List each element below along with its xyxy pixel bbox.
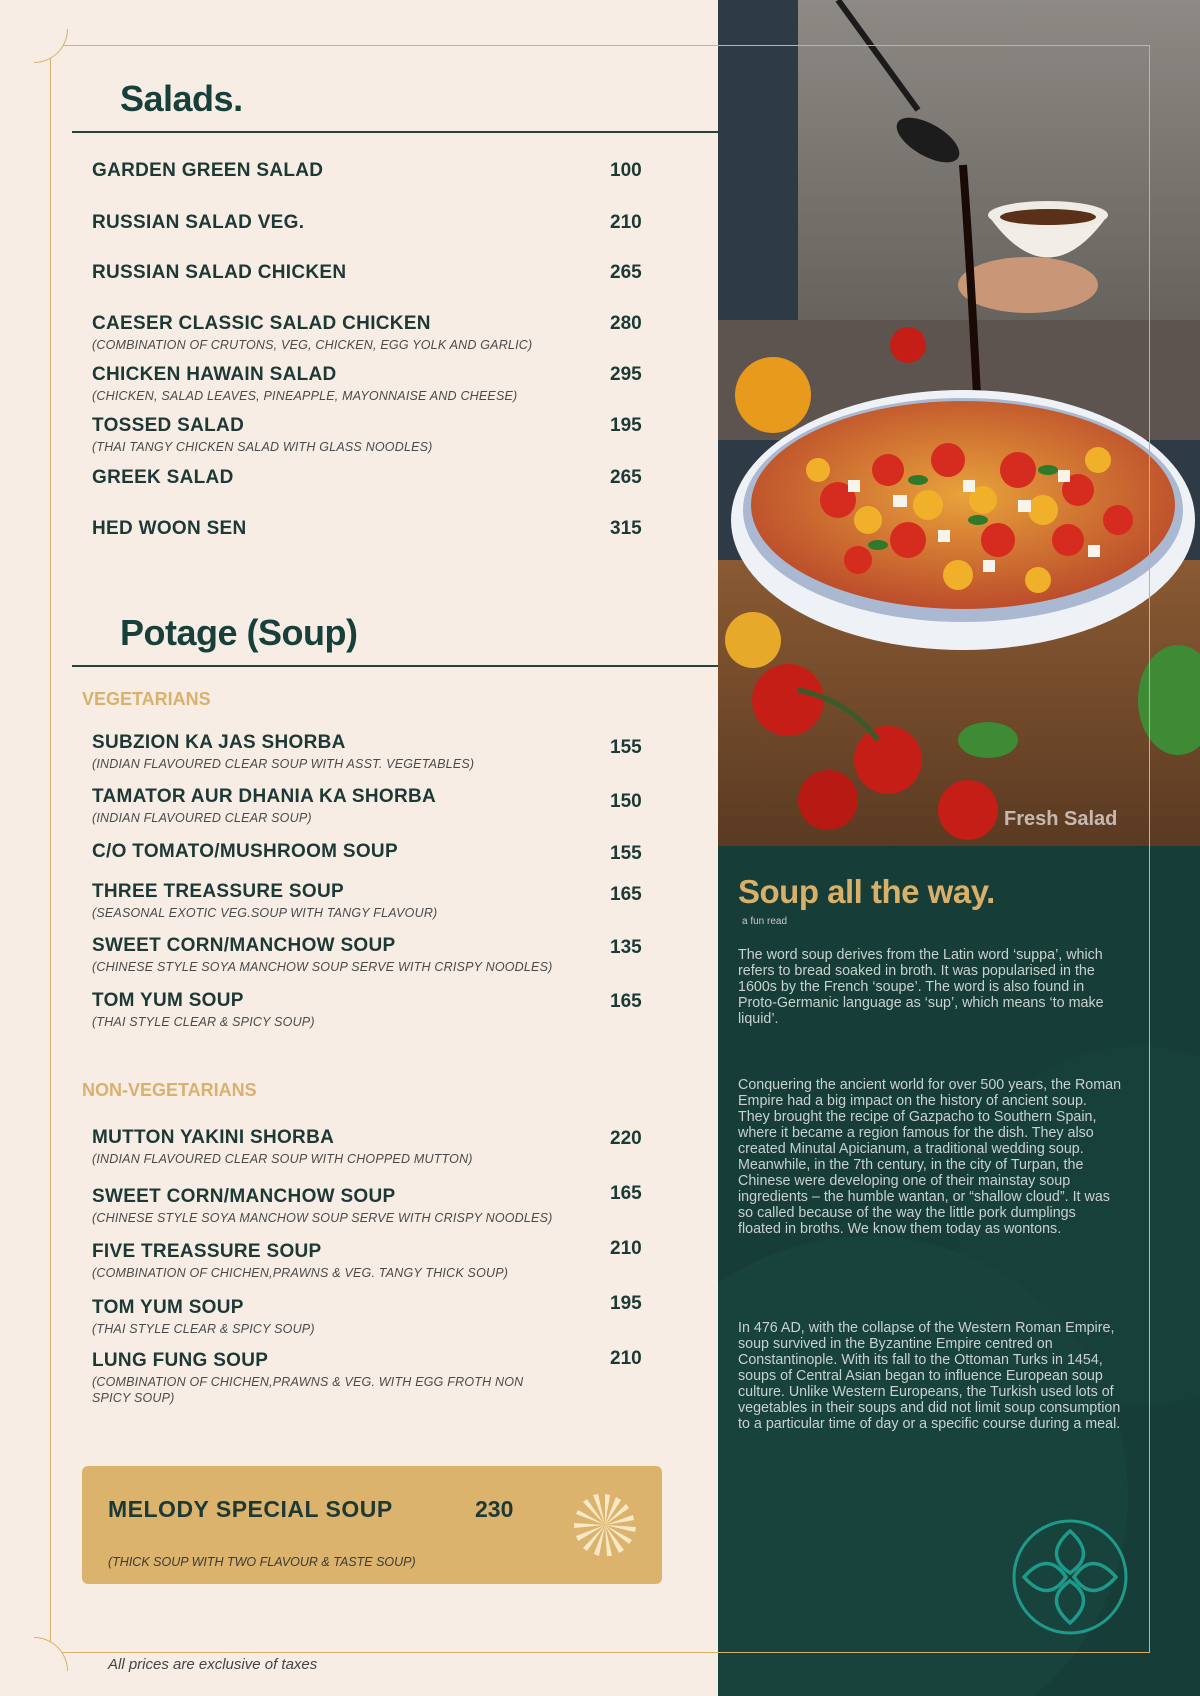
item-price: 265 xyxy=(610,467,642,488)
menu-item: SUBZION KA JAS SHORBA (INDIAN FLAVOURED CLEAR SOUP WITH ASST. VEGETABLES) xyxy=(92,732,475,771)
item-price: 265 xyxy=(610,262,642,283)
article-subtitle: a fun read xyxy=(742,916,788,927)
sunburst-icon xyxy=(572,1492,638,1558)
article-paragraph-3: In 476 AD, with the collapse of the Western Roman Empire, soup survived in the Byzantine Empire centred on Constantinople. With its fall to the Ottoman Turks in 1454, soups of Central Asian began to influence European soup culture. Unlike Western Europeans, the Turkish used lots of vegetables in their soups and did not limit soup consumption to a particular time of day or a specific course during a meal. xyxy=(738,1320,1121,1432)
photo-caption: Fresh Salad xyxy=(1004,808,1118,830)
non-vegetarians-subheading: NON-VEGETARIANS xyxy=(82,1080,257,1100)
menu-item: RUSSIAN SALAD VEG. xyxy=(92,212,305,233)
item-price: 155 xyxy=(610,843,642,864)
menu-item: TAMATOR AUR DHANIA KA SHORBA (INDIAN FLAVOURED CLEAR SOUP) xyxy=(92,786,437,825)
menu-item: SWEET CORN/MANCHOW SOUP (CHINESE STYLE SOYA MANCHOW SOUP SERVE WITH CRISPY NOODLES) xyxy=(92,935,553,974)
menu-item: MUTTON YAKINI SHORBA (INDIAN FLAVOURED CLEAR SOUP WITH CHOPPED MUTTON) xyxy=(92,1127,473,1166)
menu-item: CHICKEN HAWAIN SALAD (CHICKEN, SALAD LEAVES, PINEAPPLE, MAYONNAISE AND CHEESE) xyxy=(92,364,518,403)
soup-divider xyxy=(72,665,718,667)
article-paragraph-2: Conquering the ancient world for over 500 years, the Roman Empire had a big impact on the history of ancient soup. They brought the recipe of Gazpacho to Southern Spain, where it became a region famous for the dish. They also created Minutal Apicianum, a traditional wedding soup. Meanwhile, in the 7th century, in the city of Turpan, the Chinese were developing one of their mainstay soup ingredients – the humble wantan, or “shallow cloud”. It was so called because of the way the little pork dumplings floated in broths. We know them today as wontons. xyxy=(738,1077,1122,1237)
item-price: 100 xyxy=(610,160,642,181)
menu-item: GREEK SALAD xyxy=(92,467,234,488)
special-soup-desc: (THICK SOUP WITH TWO FLAVOUR & TASTE SOUP) xyxy=(108,1555,416,1569)
special-soup-box xyxy=(82,1466,662,1584)
menu-item: LUNG FUNG SOUP (COMBINATION OF CHICHEN,PRAWNS & VEG. WITH EGG FROTH NON SPICY SOUP) xyxy=(92,1350,524,1405)
menu-item: TOM YUM SOUP (THAI STYLE CLEAR & SPICY SOUP) xyxy=(92,1297,315,1336)
item-price: 195 xyxy=(610,1293,642,1314)
menu-item: RUSSIAN SALAD CHICKEN xyxy=(92,262,347,283)
item-price: 165 xyxy=(610,1183,642,1204)
soup-heading: Potage (Soup) xyxy=(120,612,358,653)
menu-item: C/O TOMATO/MUSHROOM SOUP xyxy=(92,841,398,862)
item-price: 165 xyxy=(610,884,642,905)
menu-item: THREE TREASSURE SOUP (SEASONAL EXOTIC VEG.SOUP WITH TANGY FLAVOUR) xyxy=(92,881,438,920)
tax-footnote: All prices are exclusive of taxes xyxy=(108,1656,318,1673)
item-price: 220 xyxy=(610,1128,642,1149)
article-title: Soup all the way. xyxy=(738,873,995,910)
menu-item: FIVE TREASSURE SOUP (COMBINATION OF CHICHEN,PRAWNS & VEG. TANGY THICK SOUP) xyxy=(92,1241,509,1280)
item-price: 135 xyxy=(610,937,642,958)
item-price: 210 xyxy=(610,1348,642,1369)
vegetarians-subheading: VEGETARIANS xyxy=(82,689,211,709)
menu-item: GARDEN GREEN SALAD xyxy=(92,160,324,181)
special-soup-price: 230 xyxy=(475,1496,514,1522)
item-price: 315 xyxy=(610,518,642,539)
item-price: 210 xyxy=(610,212,642,233)
salads-heading: Salads. xyxy=(120,78,243,119)
item-price: 155 xyxy=(610,737,642,758)
menu-item: TOSSED SALAD (THAI TANGY CHICKEN SALAD WITH GLASS NOODLES) xyxy=(92,415,433,454)
item-price: 165 xyxy=(610,991,642,1012)
item-price: 210 xyxy=(610,1238,642,1259)
menu-item: HED WOON SEN xyxy=(92,518,247,539)
article-paragraph-1: The word soup derives from the Latin word ‘suppa’, which refers to bread soaked in broth. It was popularised in the 1600s by the French ‘soupe’. The word is also found in Proto-Germanic language as ‘sup’, which means ‘to make liquid’. xyxy=(738,947,1104,1027)
menu-item: SWEET CORN/MANCHOW SOUP (CHINESE STYLE SOYA MANCHOW SOUP SERVE WITH CRISPY NOODLES) xyxy=(92,1186,553,1225)
salads-divider xyxy=(72,131,718,133)
item-price: 295 xyxy=(610,364,642,385)
item-price: 195 xyxy=(610,415,642,436)
item-price: 280 xyxy=(610,313,642,334)
menu-item: TOM YUM SOUP (THAI STYLE CLEAR & SPICY SOUP) xyxy=(92,990,315,1029)
item-price: 150 xyxy=(610,791,642,812)
special-soup-name: MELODY SPECIAL SOUP xyxy=(108,1496,393,1522)
menu-item: CAESER CLASSIC SALAD CHICKEN (COMBINATION OF CRUTONS, VEG, CHICKEN, EGG YOLK AND GARLIC) xyxy=(92,313,533,352)
